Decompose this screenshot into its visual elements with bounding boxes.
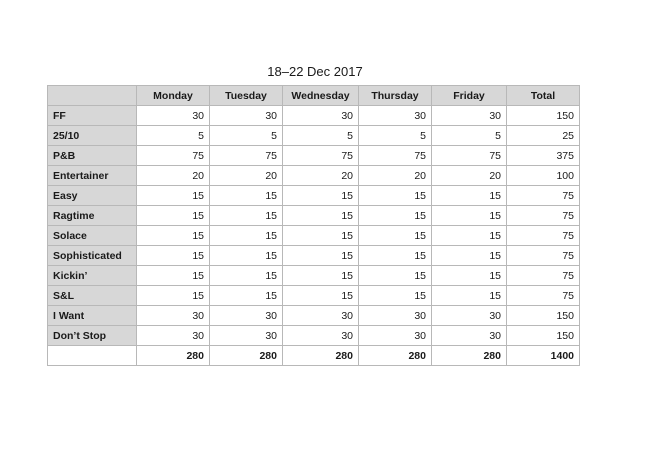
value-cell-total: 75 bbox=[507, 246, 580, 266]
totals-label-cell bbox=[48, 346, 137, 366]
value-cell-total: 75 bbox=[507, 266, 580, 286]
value-cell-wednesday: 15 bbox=[283, 246, 359, 266]
column-header-monday: Monday bbox=[137, 86, 210, 106]
table-row bbox=[48, 286, 580, 306]
value-cell-friday: 15 bbox=[432, 186, 507, 206]
row-label-cell: FF bbox=[48, 106, 137, 126]
value-cell-monday: 30 bbox=[137, 306, 210, 326]
value-cell-tuesday: 15 bbox=[210, 206, 283, 226]
value-cell-tuesday: 75 bbox=[210, 146, 283, 166]
value-cell-tuesday: 20 bbox=[210, 166, 283, 186]
total-thursday-cell: 280 bbox=[359, 346, 432, 366]
value-cell-monday: 15 bbox=[137, 186, 210, 206]
value-cell-monday: 15 bbox=[137, 206, 210, 226]
row-label-cell: Kickin’ bbox=[48, 266, 137, 286]
totals-row bbox=[48, 346, 580, 366]
value-cell-tuesday: 5 bbox=[210, 126, 283, 146]
value-cell-friday: 75 bbox=[432, 146, 507, 166]
value-cell-total: 75 bbox=[507, 186, 580, 206]
value-cell-thursday: 15 bbox=[359, 186, 432, 206]
table-row bbox=[48, 146, 580, 166]
value-cell-wednesday: 15 bbox=[283, 186, 359, 206]
total-friday-cell: 280 bbox=[432, 346, 507, 366]
table-row bbox=[48, 226, 580, 246]
value-cell-tuesday: 15 bbox=[210, 186, 283, 206]
value-cell-friday: 30 bbox=[432, 326, 507, 346]
column-header-friday: Friday bbox=[432, 86, 507, 106]
table-row bbox=[48, 166, 580, 186]
value-cell-total: 75 bbox=[507, 226, 580, 246]
column-header-tuesday: Tuesday bbox=[210, 86, 283, 106]
value-cell-wednesday: 20 bbox=[283, 166, 359, 186]
value-cell-thursday: 15 bbox=[359, 226, 432, 246]
value-cell-tuesday: 15 bbox=[210, 266, 283, 286]
table-row bbox=[48, 246, 580, 266]
value-cell-total: 150 bbox=[507, 106, 580, 126]
table-title: 18–22 Dec 2017 bbox=[267, 64, 363, 79]
column-header-wednesday: Wednesday bbox=[283, 86, 359, 106]
value-cell-tuesday: 30 bbox=[210, 326, 283, 346]
column-header-thursday: Thursday bbox=[359, 86, 432, 106]
value-cell-tuesday: 30 bbox=[210, 306, 283, 326]
value-cell-wednesday: 15 bbox=[283, 206, 359, 226]
value-cell-thursday: 30 bbox=[359, 326, 432, 346]
total-monday-cell: 280 bbox=[137, 346, 210, 366]
row-label-cell: I Want bbox=[48, 306, 137, 326]
value-cell-thursday: 15 bbox=[359, 286, 432, 306]
value-cell-monday: 30 bbox=[137, 326, 210, 346]
value-cell-total: 150 bbox=[507, 306, 580, 326]
value-cell-thursday: 15 bbox=[359, 246, 432, 266]
table-row bbox=[48, 326, 580, 346]
value-cell-tuesday: 15 bbox=[210, 286, 283, 306]
table-row bbox=[48, 206, 580, 226]
value-cell-friday: 30 bbox=[432, 306, 507, 326]
row-label-cell: Sophisticated bbox=[48, 246, 137, 266]
value-cell-total: 25 bbox=[507, 126, 580, 146]
table-row bbox=[48, 106, 580, 126]
value-cell-total: 75 bbox=[507, 206, 580, 226]
value-cell-thursday: 15 bbox=[359, 206, 432, 226]
value-cell-monday: 75 bbox=[137, 146, 210, 166]
column-header-total: Total bbox=[507, 86, 580, 106]
table-row bbox=[48, 306, 580, 326]
value-cell-monday: 15 bbox=[137, 286, 210, 306]
value-cell-friday: 15 bbox=[432, 266, 507, 286]
value-cell-friday: 30 bbox=[432, 106, 507, 126]
value-cell-total: 100 bbox=[507, 166, 580, 186]
value-cell-thursday: 75 bbox=[359, 146, 432, 166]
value-cell-tuesday: 15 bbox=[210, 246, 283, 266]
total-wednesday-cell: 280 bbox=[283, 346, 359, 366]
value-cell-wednesday: 15 bbox=[283, 286, 359, 306]
row-label-cell: Don’t Stop bbox=[48, 326, 137, 346]
row-label-cell: Ragtime bbox=[48, 206, 137, 226]
value-cell-monday: 15 bbox=[137, 266, 210, 286]
schedule-table bbox=[47, 85, 580, 366]
table-row bbox=[48, 266, 580, 286]
value-cell-friday: 15 bbox=[432, 226, 507, 246]
header-corner-cell bbox=[48, 86, 137, 106]
value-cell-friday: 5 bbox=[432, 126, 507, 146]
value-cell-thursday: 30 bbox=[359, 306, 432, 326]
value-cell-total: 75 bbox=[507, 286, 580, 306]
value-cell-thursday: 20 bbox=[359, 166, 432, 186]
total-tuesday-cell: 280 bbox=[210, 346, 283, 366]
value-cell-wednesday: 75 bbox=[283, 146, 359, 166]
value-cell-monday: 20 bbox=[137, 166, 210, 186]
value-cell-wednesday: 30 bbox=[283, 326, 359, 346]
value-cell-wednesday: 5 bbox=[283, 126, 359, 146]
table-row bbox=[48, 186, 580, 206]
row-label-cell: S&L bbox=[48, 286, 137, 306]
value-cell-tuesday: 30 bbox=[210, 106, 283, 126]
grand-total-cell: 1400 bbox=[507, 346, 580, 366]
value-cell-friday: 15 bbox=[432, 206, 507, 226]
value-cell-total: 375 bbox=[507, 146, 580, 166]
value-cell-wednesday: 15 bbox=[283, 266, 359, 286]
value-cell-wednesday: 15 bbox=[283, 226, 359, 246]
row-label-cell: Easy bbox=[48, 186, 137, 206]
value-cell-thursday: 15 bbox=[359, 266, 432, 286]
value-cell-monday: 15 bbox=[137, 226, 210, 246]
row-label-cell: 25/10 bbox=[48, 126, 137, 146]
value-cell-tuesday: 15 bbox=[210, 226, 283, 246]
header-row bbox=[48, 86, 580, 106]
value-cell-monday: 5 bbox=[137, 126, 210, 146]
value-cell-monday: 15 bbox=[137, 246, 210, 266]
row-label-cell: P&B bbox=[48, 146, 137, 166]
table-row bbox=[48, 126, 580, 146]
row-label-cell: Solace bbox=[48, 226, 137, 246]
value-cell-total: 150 bbox=[507, 326, 580, 346]
value-cell-thursday: 5 bbox=[359, 126, 432, 146]
value-cell-thursday: 30 bbox=[359, 106, 432, 126]
value-cell-wednesday: 30 bbox=[283, 106, 359, 126]
value-cell-wednesday: 30 bbox=[283, 306, 359, 326]
value-cell-friday: 15 bbox=[432, 246, 507, 266]
value-cell-friday: 20 bbox=[432, 166, 507, 186]
row-label-cell: Entertainer bbox=[48, 166, 137, 186]
value-cell-friday: 15 bbox=[432, 286, 507, 306]
value-cell-monday: 30 bbox=[137, 106, 210, 126]
